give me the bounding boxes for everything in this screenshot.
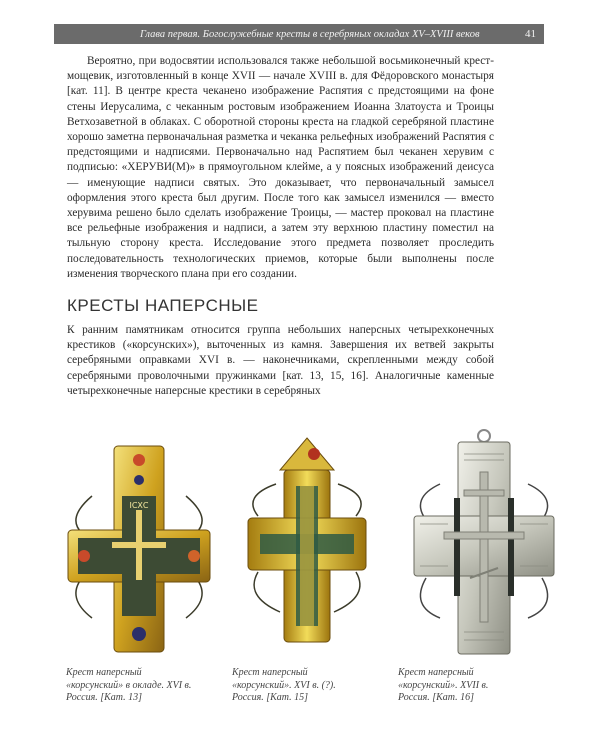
figure-caption-2: Крест наперсный «корсунский». XVI в. (?). Россия. [Кат. 15] (232, 667, 336, 703)
cross-image-3 (404, 428, 564, 658)
running-title: Глава первая. Богослужебные кресты в серебряных окладах XV–XVIII веков (140, 28, 480, 40)
figure-caption-3: Крест наперсный «корсунский». XVII в. Россия. [Кат. 16] (398, 667, 489, 703)
figure-caption-1: Крест наперсный «корсунский» в окладе. XVI в. Россия. [Кат. 13] (66, 667, 192, 703)
cross-inscription: ІСХС (129, 501, 149, 510)
section-title: КРЕСТЫ НАПЕРСНЫЕ (67, 296, 259, 315)
cross-image-2 (240, 436, 374, 646)
page-number: 41 (525, 28, 536, 40)
cross-image-1 (62, 438, 216, 656)
running-header (54, 24, 544, 44)
body-paragraph-1: Вероятно, при водосвятии использовался также небольшой восьмиконечный крест-мощевик, изготовленный в конце XVII — начале XVIII в. для Фёдоровского монастыря [кат. 11]. В центре креста чеканено изображение Распятия с предстоящими на фоне стены Иерусалима, с чеканным ростовым изображением Иоанна Златоуста и Троицы Ветхозаветной в облаках. С оборотной стороны креста на гладкой серебряной пластине хорошо заметна первоначальная разметка и чеканка рельефных изображений Распятия с предстоящими и надписями. Первоначально над Распятием был чеканен херувим с подписью: «ХЕРУВИ(М)» в прямоугольном клейме, а у поясных изображений деисуса — именующие надписи святых. Это доказывает, что первоначальный замысел оформления этого креста был другим. После того как замысел изменился — вместо херувима решено было сделать изображение Троицы, — мастер проковал на пластине все рельефные изображения и надписи, а затем эту верхнюю пластину поместил на тыльную сторону креста. Исследование этого предмета позволяет проследить последовательность технологических приемов, которые были выполнены после изменения творческого плана при его создании. (67, 55, 494, 280)
body-paragraph-2: К ранним памятникам относится группа небольших наперсных четырехконечных крестиков («корсунских»), выточенных из камня. Завершения их ветвей закрыты серебряными оправками XVI в. — наконечниками, скрепленными между собой серебряными проволочными пружинками [кат. 13, 15, 16]. Аналогичные каменные четырехконечные наперсные крестики в серебряных (67, 324, 494, 397)
